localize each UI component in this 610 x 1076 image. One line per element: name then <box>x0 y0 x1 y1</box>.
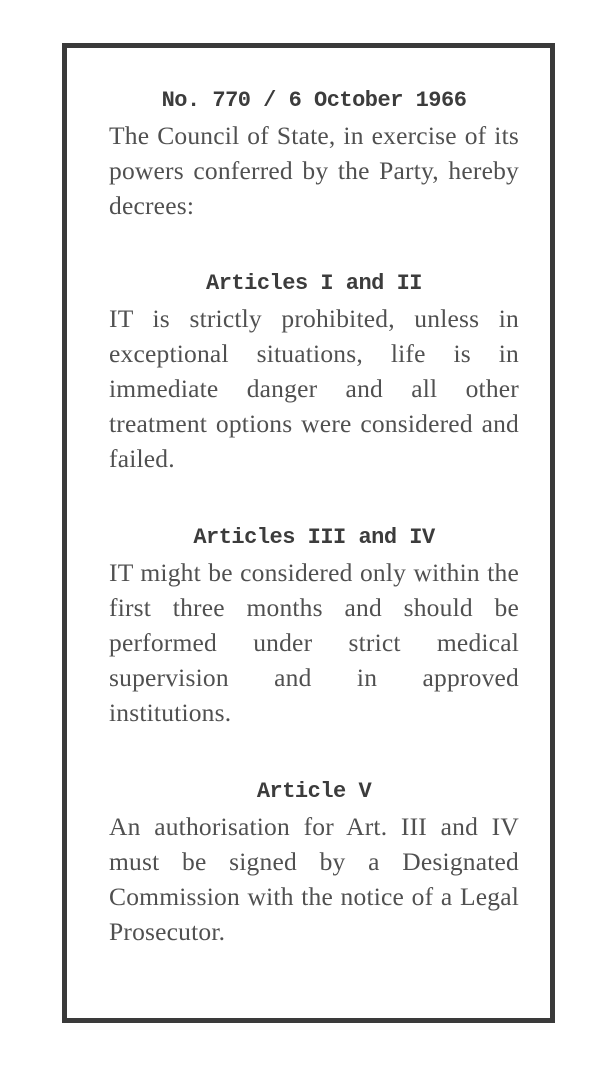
decree-preamble: The Council of State, in exercise of its powers conferred by the Party, hereby decrees: <box>109 121 519 220</box>
section-text: IT is strictly prohibited, unless in exceptional situations, life is in immediate danger and all other treatment options were considered and failed. <box>109 304 519 473</box>
decree-header <box>109 84 519 223</box>
section-articles-1-2 <box>109 267 519 476</box>
decree-number-title: No. 770 / 6 October 1966 <box>161 88 467 113</box>
section-text: IT might be considered only within the first three months and should be performed under strict medical supervision and in approved institutions. <box>109 558 519 727</box>
section-heading: Articles III and IV <box>193 525 435 550</box>
section-text: An authorisation for Art. III and IV must be signed by a Designated Commission with the notice of a Legal Prosecutor. <box>109 812 519 946</box>
section-heading: Article V <box>256 779 372 804</box>
section-article-5 <box>109 775 519 949</box>
decree-content <box>109 84 519 949</box>
section-heading: Articles I and II <box>206 271 422 296</box>
decree-frame <box>62 43 555 1023</box>
section-articles-3-4 <box>109 521 519 730</box>
